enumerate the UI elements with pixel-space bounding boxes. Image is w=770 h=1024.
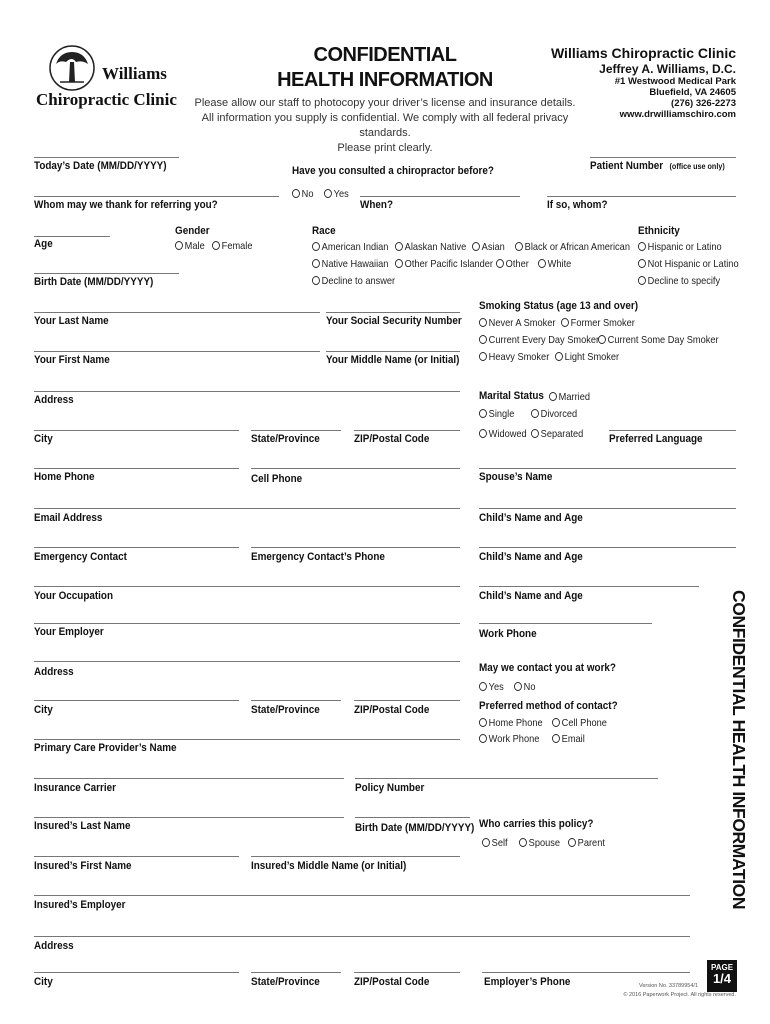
option-label: Other bbox=[505, 258, 529, 270]
option-label: Light Smoker bbox=[564, 351, 620, 363]
race-american-indian[interactable] bbox=[312, 241, 388, 253]
ethnicity-label: Ethnicity bbox=[638, 225, 680, 237]
ins-birth-label: Birth Date (MM/DD/YYYY) bbox=[355, 822, 475, 834]
ins-first-label: Insured’s First Name bbox=[34, 860, 132, 872]
state-label: State/Province bbox=[251, 433, 320, 445]
option-label: Work Phone bbox=[488, 733, 540, 745]
child2-line[interactable] bbox=[479, 547, 736, 548]
ins-last-label: Insured’s Last Name bbox=[34, 820, 131, 832]
carrier-spouse[interactable] bbox=[519, 837, 560, 849]
who-carries-label: Who carries this policy? bbox=[479, 818, 594, 830]
clinic-city: Bluefield, VA 24605 bbox=[649, 87, 736, 98]
policy-label: Policy Number bbox=[355, 782, 425, 794]
middle-name-label: Your Middle Name (or Initial) bbox=[326, 354, 460, 366]
cell-phone-label: Cell Phone bbox=[251, 473, 303, 485]
form-title bbox=[250, 44, 520, 92]
policy-line[interactable] bbox=[355, 778, 658, 779]
ins-last-line[interactable] bbox=[34, 817, 344, 818]
tree-icon bbox=[46, 44, 106, 92]
child1-label: Child’s Name and Age bbox=[479, 512, 583, 524]
option-label: Divorced bbox=[540, 408, 578, 420]
email-line[interactable] bbox=[34, 508, 460, 509]
clinic-doctor: Jeffrey A. Williams, D.C. bbox=[599, 62, 736, 76]
age-label: Age bbox=[34, 238, 53, 250]
copyright-text: © 2016 Paperwork Project. All rights reserved. bbox=[623, 992, 736, 998]
clinic-web: www.drwilliamschiro.com bbox=[619, 109, 736, 120]
consulted-no[interactable] bbox=[292, 188, 314, 200]
work-phone-line[interactable] bbox=[479, 623, 652, 624]
option-label: Not Hispanic or Latino bbox=[647, 258, 739, 270]
radio-icon[interactable] bbox=[514, 682, 522, 691]
footer bbox=[623, 983, 736, 999]
last-name-line[interactable] bbox=[34, 312, 320, 313]
ins-state-label: State/Province bbox=[251, 976, 320, 988]
marital-text: Marital Status bbox=[479, 390, 544, 402]
employer-state-label: State/Province bbox=[251, 704, 320, 716]
ethnicity-hispanic[interactable] bbox=[638, 241, 722, 253]
radio-icon[interactable] bbox=[292, 189, 300, 198]
ethnicity-decline[interactable] bbox=[638, 275, 720, 287]
marital-married[interactable] bbox=[549, 391, 590, 403]
spouse-label: Spouse’s Name bbox=[479, 471, 553, 483]
gender-male[interactable] bbox=[175, 240, 205, 252]
pcp-label: Primary Care Provider’s Name bbox=[34, 742, 177, 754]
option-label: Alaskan Native bbox=[404, 241, 467, 253]
race-label: Race bbox=[312, 225, 336, 237]
todays-date-line[interactable] bbox=[34, 157, 179, 158]
emergency-phone-line[interactable] bbox=[251, 547, 460, 548]
radio-icon[interactable] bbox=[598, 335, 606, 344]
first-name-label: Your First Name bbox=[34, 354, 110, 366]
pref-lang-line[interactable] bbox=[609, 430, 736, 431]
patient-number-text: Patient Number bbox=[590, 160, 664, 172]
option-label: Yes bbox=[333, 188, 349, 200]
radio-icon[interactable] bbox=[175, 241, 183, 250]
radio-icon[interactable] bbox=[324, 189, 332, 198]
age-line[interactable] bbox=[34, 236, 110, 237]
ins-birth-line[interactable] bbox=[355, 817, 470, 818]
race-other[interactable] bbox=[496, 258, 529, 270]
ins-carrier-label: Insurance Carrier bbox=[34, 782, 116, 794]
radio-icon[interactable] bbox=[552, 734, 560, 743]
radio-icon[interactable] bbox=[552, 718, 560, 727]
option-label: American Indian bbox=[321, 241, 389, 253]
radio-icon[interactable] bbox=[479, 318, 487, 327]
radio-icon[interactable] bbox=[479, 409, 487, 418]
gender-label: Gender bbox=[175, 225, 210, 237]
option-label: Separated bbox=[540, 428, 584, 440]
office-use-text: (office use only) bbox=[669, 162, 725, 171]
option-label: Home Phone bbox=[488, 717, 543, 729]
last-name-label: Your Last Name bbox=[34, 315, 109, 327]
cell-phone-line[interactable] bbox=[251, 468, 460, 469]
contact-work-label: May we contact you at work? bbox=[479, 662, 616, 674]
referring-line[interactable] bbox=[34, 196, 279, 197]
option-label: Asian bbox=[481, 241, 505, 253]
radio-icon[interactable] bbox=[638, 259, 646, 268]
consulted-label: Have you consulted a chiropractor before? bbox=[292, 165, 494, 177]
option-label: No bbox=[523, 681, 536, 693]
address-line[interactable] bbox=[34, 391, 460, 392]
option-label: Black or African American bbox=[524, 241, 630, 253]
when-label: When? bbox=[360, 199, 394, 211]
carrier-parent[interactable] bbox=[568, 837, 605, 849]
radio-icon[interactable] bbox=[212, 241, 220, 250]
ins-address-line[interactable] bbox=[34, 936, 690, 937]
radio-icon[interactable] bbox=[482, 838, 490, 847]
home-phone-label: Home Phone bbox=[34, 471, 95, 483]
consulted-yes[interactable] bbox=[324, 188, 349, 200]
option-label: Cell Phone bbox=[561, 717, 607, 729]
clinic-logo bbox=[36, 44, 186, 114]
option-label: Decline to answer bbox=[321, 275, 396, 287]
radio-icon[interactable] bbox=[312, 276, 320, 285]
middle-name-line[interactable] bbox=[326, 351, 460, 352]
patient-number-label bbox=[590, 160, 725, 172]
email-label: Email Address bbox=[34, 512, 103, 524]
marital-label bbox=[479, 390, 544, 402]
radio-icon[interactable] bbox=[561, 318, 569, 327]
race-white[interactable] bbox=[538, 258, 571, 270]
option-label: Never A Smoker bbox=[488, 317, 556, 329]
home-phone-line[interactable] bbox=[34, 468, 239, 469]
patient-number-line bbox=[590, 157, 736, 158]
address-label: Address bbox=[34, 394, 74, 406]
radio-icon[interactable] bbox=[479, 718, 487, 727]
race-decline[interactable] bbox=[312, 275, 395, 287]
race-asian[interactable] bbox=[472, 241, 505, 253]
logo-line1: Williams bbox=[102, 64, 167, 83]
city-line[interactable] bbox=[34, 430, 239, 431]
option-label: Married bbox=[558, 391, 591, 403]
ins-zip-line[interactable] bbox=[354, 972, 460, 973]
title-line1: CONFIDENTIAL bbox=[313, 44, 457, 66]
spouse-line[interactable] bbox=[479, 468, 736, 469]
referring-label: Whom may we thank for referring you? bbox=[34, 199, 218, 211]
option-label: Spouse bbox=[528, 837, 561, 849]
emergency-line[interactable] bbox=[34, 547, 239, 548]
ins-employer-line[interactable] bbox=[34, 895, 690, 896]
child3-line[interactable] bbox=[479, 586, 699, 587]
smoking-light[interactable] bbox=[555, 351, 619, 363]
pref-method-label: Preferred method of contact? bbox=[479, 700, 618, 712]
radio-icon[interactable] bbox=[555, 352, 563, 361]
smoking-never[interactable] bbox=[479, 317, 555, 329]
race-other-pacific[interactable] bbox=[395, 258, 493, 270]
radio-icon[interactable] bbox=[395, 259, 403, 268]
clinic-info bbox=[551, 45, 736, 120]
intro-line2: All information you supply is confidential. We comply with all federal privacy standards. bbox=[201, 112, 569, 139]
ins-first-line[interactable] bbox=[34, 856, 239, 857]
birth-date-line[interactable] bbox=[34, 273, 179, 274]
option-label: Decline to specify bbox=[647, 275, 721, 287]
ins-city-line[interactable] bbox=[34, 972, 239, 973]
option-label: Self bbox=[491, 837, 508, 849]
employer-address-line[interactable] bbox=[34, 661, 460, 662]
method-home-phone[interactable] bbox=[479, 717, 543, 729]
ins-middle-line[interactable] bbox=[251, 856, 460, 857]
option-label: Native Hawaiian bbox=[321, 258, 389, 270]
todays-date-label: Today’s Date (MM/DD/YYYY) bbox=[34, 160, 167, 172]
emergency-label: Emergency Contact bbox=[34, 551, 127, 563]
option-label: Single bbox=[488, 408, 515, 420]
pcp-line[interactable] bbox=[34, 739, 460, 740]
marital-separated[interactable] bbox=[531, 428, 583, 440]
radio-icon[interactable] bbox=[472, 242, 480, 251]
employer-state-line[interactable] bbox=[251, 700, 341, 701]
race-native-hawaiian[interactable] bbox=[312, 258, 388, 270]
method-email[interactable] bbox=[552, 733, 585, 745]
option-label: Hispanic or Latino bbox=[647, 241, 722, 253]
marital-widowed[interactable] bbox=[479, 428, 527, 440]
if-so-whom-label: If so, whom? bbox=[547, 199, 608, 211]
option-label: White bbox=[547, 258, 572, 270]
ins-state-line[interactable] bbox=[251, 972, 341, 973]
employer-line[interactable] bbox=[34, 623, 460, 624]
when-line[interactable] bbox=[360, 196, 520, 197]
clinic-street: #1 Westwood Medical Park bbox=[614, 76, 736, 87]
smoking-current-some[interactable] bbox=[598, 334, 719, 346]
contact-work-no[interactable] bbox=[514, 681, 536, 693]
radio-icon[interactable] bbox=[538, 259, 546, 268]
smoking-former[interactable] bbox=[561, 317, 635, 329]
employer-phone-line[interactable] bbox=[482, 972, 690, 973]
employer-zip-label: ZIP/Postal Code bbox=[354, 704, 430, 716]
child3-label: Child’s Name and Age bbox=[479, 590, 583, 602]
radio-icon[interactable] bbox=[638, 276, 646, 285]
birth-date-label: Birth Date (MM/DD/YYYY) bbox=[34, 276, 154, 288]
radio-icon[interactable] bbox=[496, 259, 504, 268]
radio-icon[interactable] bbox=[479, 682, 487, 691]
first-name-line[interactable] bbox=[34, 351, 320, 352]
option-label: No bbox=[301, 188, 314, 200]
clinic-name: Williams Chiropractic Clinic bbox=[550, 45, 736, 61]
radio-icon[interactable] bbox=[312, 259, 320, 268]
zip-label: ZIP/Postal Code bbox=[354, 433, 430, 445]
pref-lang-label: Preferred Language bbox=[609, 433, 703, 445]
ins-carrier-line[interactable] bbox=[34, 778, 344, 779]
ins-middle-label: Insured’s Middle Name (or Initial) bbox=[251, 860, 407, 872]
radio-icon[interactable] bbox=[395, 242, 403, 251]
radio-icon[interactable] bbox=[479, 352, 487, 361]
option-label: Email bbox=[561, 733, 585, 745]
version-text: Version No. 33789954/1 bbox=[638, 983, 698, 989]
marital-single[interactable] bbox=[479, 408, 514, 420]
work-phone-label: Work Phone bbox=[479, 628, 537, 640]
radio-icon[interactable] bbox=[519, 838, 527, 847]
ethnicity-not-hispanic[interactable] bbox=[638, 258, 739, 270]
title-line2: HEALTH INFORMATION bbox=[277, 69, 493, 91]
state-line[interactable] bbox=[251, 430, 341, 431]
method-cell-phone[interactable] bbox=[552, 717, 607, 729]
method-work-phone[interactable] bbox=[479, 733, 539, 745]
race-black[interactable] bbox=[515, 241, 630, 253]
smoking-current-every[interactable] bbox=[479, 334, 599, 346]
child2-label: Child’s Name and Age bbox=[479, 551, 583, 563]
race-alaskan-native[interactable] bbox=[395, 241, 466, 253]
option-label: Widowed bbox=[488, 428, 527, 440]
contact-work-yes[interactable] bbox=[479, 681, 504, 693]
city-label: City bbox=[34, 433, 53, 445]
occupation-label: Your Occupation bbox=[34, 590, 114, 602]
zip-line[interactable] bbox=[354, 430, 460, 431]
option-label: Male bbox=[184, 240, 205, 252]
ssn-line[interactable] bbox=[326, 312, 460, 313]
ssn-label: Your Social Security Number bbox=[326, 315, 462, 327]
occupation-line[interactable] bbox=[34, 586, 460, 587]
radio-icon[interactable] bbox=[479, 734, 487, 743]
option-label: Heavy Smoker bbox=[488, 351, 550, 363]
option-label: Other Pacific Islander bbox=[404, 258, 494, 270]
radio-icon[interactable] bbox=[531, 429, 539, 438]
marital-divorced[interactable] bbox=[531, 408, 577, 420]
side-title: CONFIDENTIAL HEALTH INFORMATION bbox=[729, 590, 749, 910]
option-label: Female bbox=[221, 240, 253, 252]
radio-icon[interactable] bbox=[515, 242, 523, 251]
intro-text bbox=[180, 96, 590, 156]
radio-icon[interactable] bbox=[479, 335, 487, 344]
page-label: PAGE bbox=[710, 963, 734, 972]
ins-address-label: Address bbox=[34, 940, 74, 952]
clinic-phone: (276) 326-2273 bbox=[671, 98, 736, 109]
option-label: Current Some Day Smoker bbox=[607, 334, 719, 346]
option-label: Yes bbox=[488, 681, 504, 693]
employer-city-line[interactable] bbox=[34, 700, 239, 701]
employer-label: Your Employer bbox=[34, 626, 104, 638]
employer-address-label: Address bbox=[34, 666, 74, 678]
option-label: Parent bbox=[577, 837, 605, 849]
smoking-label: Smoking Status (age 13 and over) bbox=[479, 300, 638, 312]
emergency-phone-label: Emergency Contact’s Phone bbox=[251, 551, 385, 563]
employer-phone-label: Employer’s Phone bbox=[484, 976, 571, 988]
if-so-whom-line[interactable] bbox=[547, 196, 736, 197]
employer-zip-line[interactable] bbox=[354, 700, 460, 701]
carrier-self[interactable] bbox=[482, 837, 508, 849]
logo-line2: Chiropractic Clinic bbox=[36, 90, 177, 109]
radio-icon[interactable] bbox=[568, 838, 576, 847]
radio-icon[interactable] bbox=[312, 242, 320, 251]
option-label: Current Every Day Smoker bbox=[488, 334, 600, 346]
employer-city-label: City bbox=[34, 704, 53, 716]
radio-icon[interactable] bbox=[638, 242, 646, 251]
ins-zip-label: ZIP/Postal Code bbox=[354, 976, 430, 988]
smoking-heavy[interactable] bbox=[479, 351, 549, 363]
page-number: 1/4 bbox=[712, 971, 732, 986]
radio-icon[interactable] bbox=[479, 429, 487, 438]
ins-city-label: City bbox=[34, 976, 53, 988]
intro-line1: Please allow our staff to photocopy your driver’s license and insurance details. bbox=[194, 97, 576, 109]
intro-line3: Please print clearly. bbox=[337, 142, 433, 154]
option-label: Former Smoker bbox=[570, 317, 635, 329]
radio-icon[interactable] bbox=[531, 409, 539, 418]
ins-employer-label: Insured’s Employer bbox=[34, 899, 126, 911]
gender-female[interactable] bbox=[212, 240, 252, 252]
child1-line[interactable] bbox=[479, 508, 736, 509]
radio-icon[interactable] bbox=[549, 392, 557, 401]
